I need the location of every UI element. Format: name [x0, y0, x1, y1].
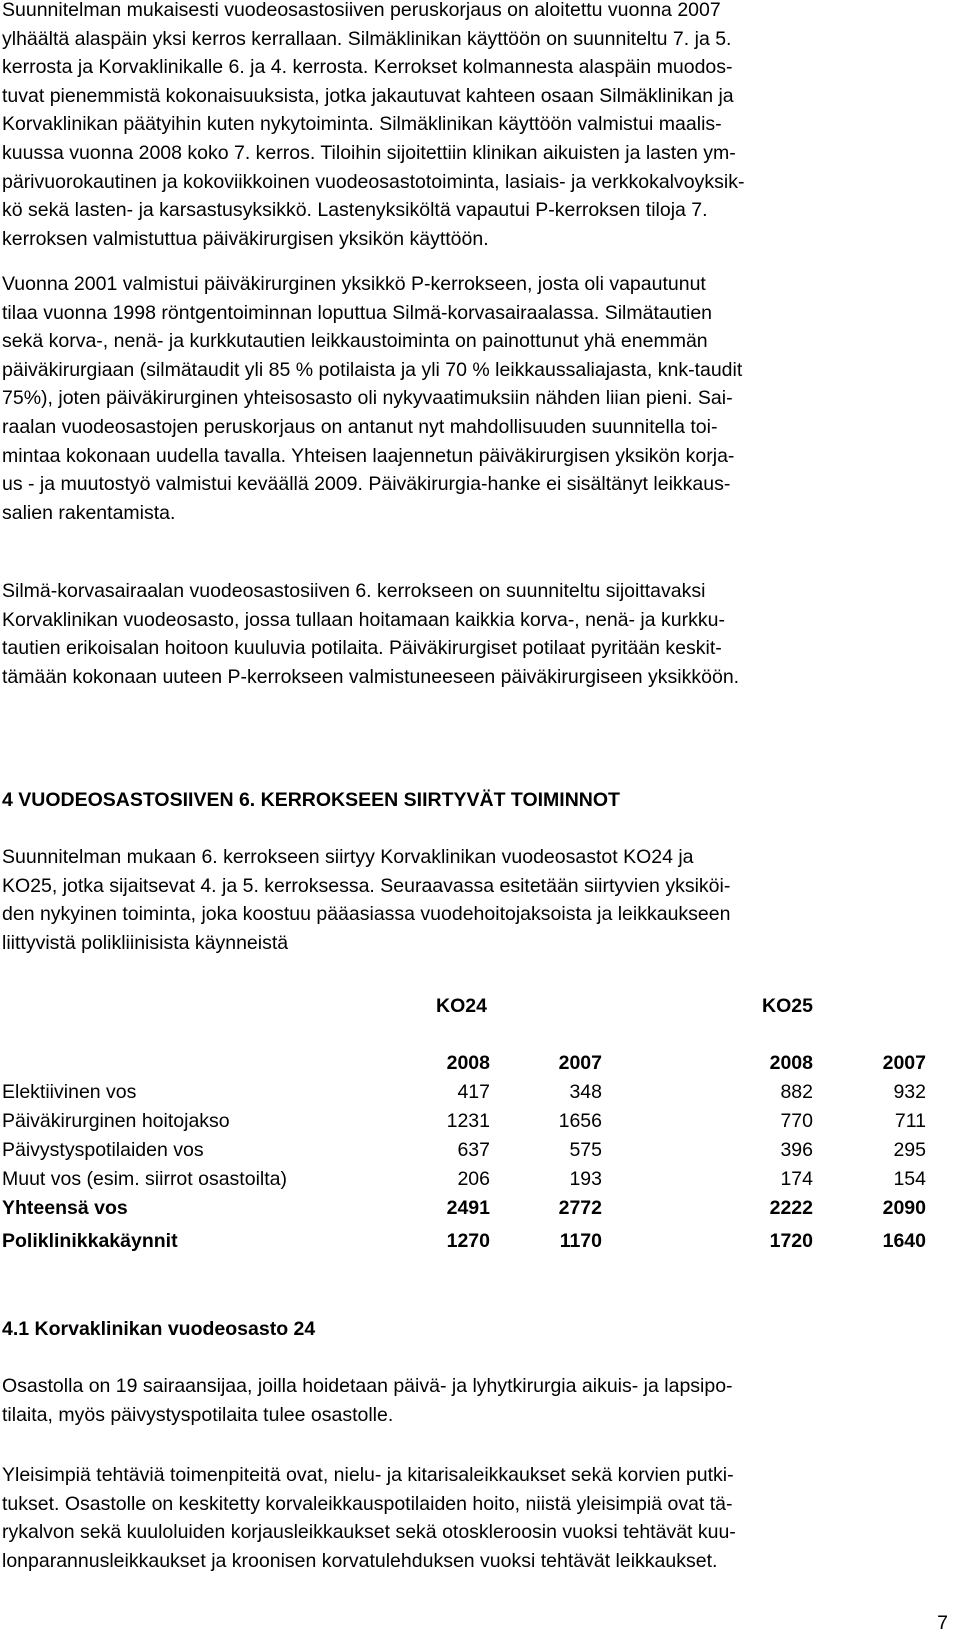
text-line: lonparannusleikkaukset ja kroonisen korvatulehduksen vuoksi tehtävät leikkaukset.	[2, 1549, 718, 1572]
text-line: kuussa vuonna 2008 koko 7. kerros. Tiloihin sijoitettiin klinikan aikuisten ja lasten ym-	[2, 141, 736, 164]
table-row-label: Päivystyspotilaiden vos	[2, 1139, 204, 1161]
table-group-header: KO24	[436, 995, 487, 1017]
text-line: kerroksen valmistuttua päiväkirurgisen yksikön käyttöön.	[2, 227, 489, 250]
text-line: Korvaklinikan päätyihin kuten nykytoiminta. Silmäklinikan käyttöön valmistui maalis-	[2, 113, 722, 136]
text-line: Silmä-korvasairaalan vuodeosastosiiven 6. kerrokseen on suunniteltu sijoittavaksi	[2, 580, 706, 602]
table-cell: 206	[457, 1168, 490, 1190]
table-year-header: 2007	[558, 1052, 602, 1074]
text-line: tilaita, myös päivystyspotilaita tulee osastolle.	[2, 1403, 394, 1426]
table-row-outpatient	[2, 1230, 926, 1258]
text-line: Vuonna 2001 valmistui päiväkirurginen yksikkö P-kerrokseen, josta oli vapautunut	[2, 273, 706, 295]
text-line: Suunnitelman mukaan 6. kerrokseen siirtyy Korvaklinikan vuodeosastot KO24 ja	[2, 846, 694, 868]
table-cell: 637	[457, 1139, 490, 1161]
text-line: tautien erikoisalan hoitoon kuuluvia potilaita. Päiväkirurgiset potilaat pyritään keskit-	[2, 637, 722, 660]
text-line: Korvaklinikan vuodeosasto, jossa tullaan hoitamaan kaikkia korva-, nenä- ja kurkku-	[2, 608, 725, 631]
text-line: salien rakentamista.	[2, 501, 176, 524]
text-line: Osastolla on 19 sairaansijaa, joilla hoidetaan päivä- ja lyhytkirurgia aikuis- ja lapsipo-	[2, 1375, 733, 1397]
text-line: den nykyinen toiminta, joka koostuu pääasiassa vuodehoitojaksoista ja leikkaukseen	[2, 903, 731, 926]
paragraph-moving-units	[2, 843, 937, 957]
table-row	[2, 1168, 926, 1196]
text-line: sekä korva-, nenä- ja kurkkutautien leikkaustoiminta on painottunut yhä enemmän	[2, 330, 708, 353]
table-cell: 1231	[446, 1110, 490, 1132]
table-cell: 295	[893, 1139, 926, 1161]
page-number: 7	[937, 1612, 948, 1634]
table-cell: 932	[893, 1081, 926, 1103]
table-row	[2, 1139, 926, 1167]
table-cell: 575	[569, 1139, 602, 1161]
text-line: päiväkirurgiaan (silmätaudit yli 85 % potilaista ja yli 70 % leikkaussaliajasta, knk-taudit	[2, 358, 743, 381]
table-cell: 154	[893, 1168, 926, 1190]
text-line: rykalvon sekä kuuloluiden korjausleikkaukset sekä otoskleroosin vuoksi tehtävät kuu-	[2, 1521, 736, 1544]
table-cell: 174	[780, 1168, 813, 1190]
paragraph-sixth-floor-plan	[2, 577, 937, 691]
text-line: tuvat pienemmistä kokonaisuuksista, jotka jakautuvat kahteen osaan Silmäklinikan ja	[2, 84, 734, 107]
table-year-header-row	[2, 1052, 926, 1080]
text-line: KO25, jotka sijaitsevat 4. ja 5. kerroksessa. Seuraavassa esitetään siirtyvien yksiköi-	[2, 874, 731, 897]
table-year-header: 2007	[882, 1052, 926, 1074]
table-cell: 1270	[446, 1230, 490, 1252]
table-row-label: Muut vos (esim. siirrot osastoilta)	[2, 1168, 287, 1190]
table-cell: 770	[780, 1110, 813, 1132]
text-line: raalan vuodeosastojen peruskorjaus on antanut nyt mahdollisuuden suunnitella toi-	[2, 415, 718, 438]
text-line: kerrosta ja Korvaklinikalle 6. ja 4. kerrosta. Kerrokset kolmannesta alaspäin muodos-	[2, 56, 733, 79]
table-cell: 882	[780, 1081, 813, 1103]
paragraph-renovation-intro	[2, 0, 937, 253]
text-line: us - ja muutostyö valmistui keväällä 2009. Päiväkirurgia-hanke ei sisältänyt leikkaus-	[2, 473, 731, 496]
table-row-label: Poliklinikkakäynnit	[2, 1230, 178, 1252]
table-cell: 1640	[882, 1230, 926, 1252]
paragraph-day-surgery-unit	[2, 270, 937, 527]
table-cell: 348	[569, 1081, 602, 1103]
table-cell: 2491	[446, 1197, 490, 1219]
text-line: tilaa vuonna 1998 röntgentoiminnan loputtua Silmä-korvasairaalassa. Silmätautien	[2, 301, 713, 324]
table-row-total	[2, 1197, 926, 1225]
text-line: pärivuorokautinen ja kokoviikkoinen vuodeosastotoiminta, lasiais- ja verkkokalvoyksik-	[2, 170, 745, 193]
paragraph-ward-beds	[2, 1372, 937, 1429]
text-line: mintaa kokonaan uudella tavalla. Yhteisen laajennetun päiväkirurgisen yksikön korja-	[2, 444, 735, 467]
paragraph-common-procedures	[2, 1461, 937, 1575]
text-line: ylhäältä alaspäin yksi kerros kerrallaan. Silmäklinikan käyttöön on suunniteltu 7. ja 5.	[2, 27, 732, 50]
table-cell: 396	[780, 1139, 813, 1161]
table-year-header: 2008	[446, 1052, 490, 1074]
table-cell: 2772	[558, 1197, 602, 1219]
table-group-header: KO25	[762, 995, 813, 1017]
table-year-header: 2008	[769, 1052, 813, 1074]
table-cell: 193	[569, 1168, 602, 1190]
text-line: tukset. Osastolle on keskitetty korvaleikkauspotilaiden hoito, niistä yleisimpiä ovat tä-	[2, 1492, 733, 1515]
subsection-heading: 4.1 Korvaklinikan vuodeosasto 24	[2, 1318, 316, 1340]
table-row	[2, 1110, 926, 1138]
text-line: Yleisimpiä tehtäviä toimenpiteitä ovat, nielu- ja kitarisaleikkaukset sekä korvien putki-	[2, 1464, 734, 1486]
table-cell: 711	[894, 1110, 926, 1132]
table-row-label: Päiväkirurginen hoitojakso	[2, 1110, 230, 1132]
table-cell: 2222	[769, 1197, 813, 1219]
table-cell: 1656	[558, 1110, 602, 1132]
text-line: Suunnitelman mukaisesti vuodeosastosiiven peruskorjaus on aloitettu vuonna 2007	[2, 0, 721, 21]
text-line: liittyvistä polikliinisista käynneistä	[2, 931, 289, 954]
table-row-label: Elektiivinen vos	[2, 1081, 137, 1103]
table-cell: 2090	[882, 1197, 926, 1219]
table-row-label: Yhteensä vos	[2, 1197, 128, 1219]
text-line: 75%), joten päiväkirurginen yhteisosasto oli nykyvaatimuksiin nähden liian pieni. Sai-	[2, 387, 733, 410]
table-row	[2, 1081, 926, 1109]
table-cell: 417	[457, 1081, 490, 1103]
text-line: tämään kokonaan uuteen P-kerrokseen valmistuneeseen päiväkirurgiseen yksikköön.	[2, 665, 740, 688]
text-line: kö sekä lasten- ja karsastusyksikkö. Lastenyksiköltä vapautui P-kerroksen tiloja 7.	[2, 199, 708, 222]
section-heading: 4 VUODEOSASTOSIIVEN 6. KERROKSEEN SIIRTYVÄT TOIMINNOT	[2, 789, 620, 811]
table-cell: 1170	[559, 1230, 602, 1252]
table-cell: 1720	[769, 1230, 813, 1252]
